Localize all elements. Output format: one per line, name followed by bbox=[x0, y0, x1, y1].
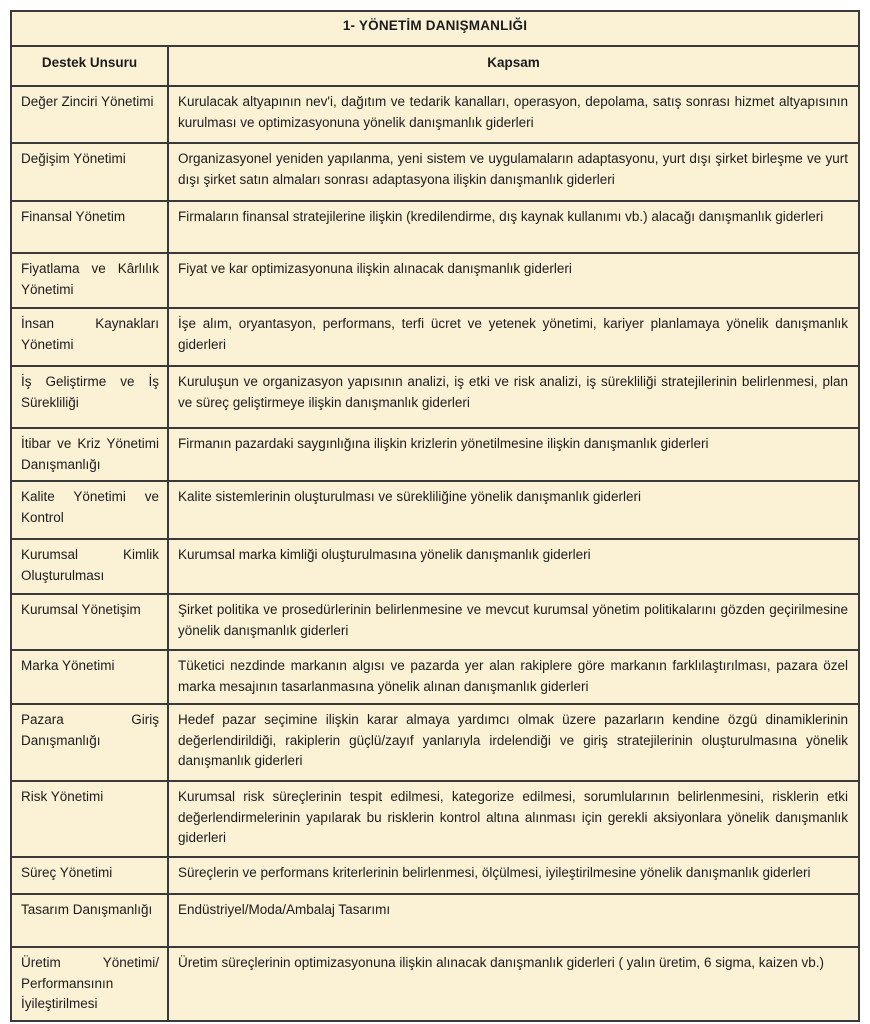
table-row bbox=[11, 857, 859, 894]
destek-unsuru-cell: Süreç Yönetimi bbox=[11, 857, 168, 894]
column-header-destek-unsuru: Destek Unsuru bbox=[11, 46, 168, 86]
kapsam-cell: Kurumsal risk süreçlerinin tespit edilmesi, kategorize edilmesi, sorumlularının belirlenmesini, risklerin etki değerlendirmelerinin yapılarak bu risklerin kontrol altına alınması için gerekli aksiyonlara yönelik danışmanlık giderleri bbox=[168, 781, 859, 857]
column-header-row bbox=[11, 46, 859, 86]
table-row bbox=[11, 947, 859, 1021]
destek-unsuru-cell: Kalite Yönetimi ve Kontrol bbox=[11, 481, 168, 539]
title-row bbox=[11, 11, 859, 46]
table-body bbox=[11, 86, 859, 1021]
destek-unsuru-cell: Risk Yönetimi bbox=[11, 781, 168, 857]
table-row bbox=[11, 704, 859, 781]
table-row bbox=[11, 481, 859, 539]
kapsam-cell: Kurulacak altyapının nev'i, dağıtım ve tedarik kanalları, operasyon, depolama, satış sonrası hizmet altyapısının kurulması ve optimizasyonuna yönelik danışmanlık giderleri bbox=[168, 86, 859, 143]
destek-unsuru-cell: Kurumsal Kimlik Oluşturulması bbox=[11, 539, 168, 594]
table-row bbox=[11, 781, 859, 857]
destek-unsuru-cell: Finansal Yönetim bbox=[11, 201, 168, 253]
destek-unsuru-cell: Değişim Yönetimi bbox=[11, 143, 168, 201]
kapsam-cell: Tüketici nezdinde markanın algısı ve pazarda yer alan rakiplere göre markanın farklılaştırılması, pazara özel marka mesajının tasarlanmasına yönelik alınan danışmanlık giderleri bbox=[168, 650, 859, 704]
table-row bbox=[11, 894, 859, 947]
table-row bbox=[11, 366, 859, 428]
table-row bbox=[11, 594, 859, 650]
support-elements-table bbox=[10, 10, 860, 1022]
table-title: 1- YÖNETİM DANIŞMANLIĞI bbox=[11, 11, 859, 46]
table-row bbox=[11, 253, 859, 308]
kapsam-cell: Kalite sistemlerinin oluşturulması ve sürekliliğine yönelik danışmanlık giderleri bbox=[168, 481, 859, 539]
table-row bbox=[11, 86, 859, 143]
destek-unsuru-cell: Tasarım Danışmanlığı bbox=[11, 894, 168, 947]
table-row bbox=[11, 201, 859, 253]
kapsam-cell: Fiyat ve kar optimizasyonuna ilişkin alınacak danışmanlık giderleri bbox=[168, 253, 859, 308]
destek-unsuru-cell: İnsan Kaynakları Yönetimi bbox=[11, 308, 168, 366]
kapsam-cell: Kuruluşun ve organizasyon yapısının analizi, iş etki ve risk analizi, iş sürekliliği stratejilerinin belirlenmesi, plan ve süreç geliştirmeye ilişkin danışmanlık giderleri bbox=[168, 366, 859, 428]
destek-unsuru-cell: Kurumsal Yönetişim bbox=[11, 594, 168, 650]
column-header-kapsam: Kapsam bbox=[168, 46, 859, 86]
kapsam-cell: Üretim süreçlerinin optimizasyonuna ilişkin alınacak danışmanlık giderleri ( yalın üretim, 6 sigma, kaizen vb.) bbox=[168, 947, 859, 1021]
kapsam-cell: Hedef pazar seçimine ilişkin karar almaya yardımcı olmak üzere pazarların kendine özgü dinamiklerinin değerlendirildiği, rakiplerin güçlü/zayıf yanlarıyla irdelendiği ve giriş stratejilerinin oluşturulmasına yönelik danışmanlık giderleri bbox=[168, 704, 859, 781]
destek-unsuru-cell: Fiyatlama ve Kârlılık Yönetimi bbox=[11, 253, 168, 308]
kapsam-cell: Firmaların finansal stratejilerine ilişkin (kredilendirme, dış kaynak kullanımı vb.) alacağı danışmanlık giderleri bbox=[168, 201, 859, 253]
kapsam-cell: Organizasyonel yeniden yapılanma, yeni sistem ve uygulamaların adaptasyonu, yurt dışı şirket birleşme ve yurt dışı şirket satın almaları sonrası adaptasyona ilişkin danışmanlık giderleri bbox=[168, 143, 859, 201]
kapsam-cell: Süreçlerin ve performans kriterlerinin belirlenmesi, ölçülmesi, iyileştirilmesine yönelik danışmanlık giderleri bbox=[168, 857, 859, 894]
destek-unsuru-cell: Üretim Yönetimi/ Performansının İyileştirilmesi bbox=[11, 947, 168, 1021]
table-row bbox=[11, 539, 859, 594]
destek-unsuru-cell: Değer Zinciri Yönetimi bbox=[11, 86, 168, 143]
table-row bbox=[11, 308, 859, 366]
kapsam-cell: Firmanın pazardaki saygınlığına ilişkin krizlerin yönetilmesine ilişkin danışmanlık giderleri bbox=[168, 428, 859, 481]
table-row bbox=[11, 143, 859, 201]
destek-unsuru-cell: Pazara Giriş Danışmanlığı bbox=[11, 704, 168, 781]
destek-unsuru-cell: İtibar ve Kriz Yönetimi Danışmanlığı bbox=[11, 428, 168, 481]
kapsam-cell: İşe alım, oryantasyon, performans, terfi ücret ve yetenek yönetimi, kariyer planlamaya yönelik danışmanlık giderleri bbox=[168, 308, 859, 366]
table-row bbox=[11, 650, 859, 704]
kapsam-cell: Endüstriyel/Moda/Ambalaj Tasarımı bbox=[168, 894, 859, 947]
kapsam-cell: Kurumsal marka kimliği oluşturulmasına yönelik danışmanlık giderleri bbox=[168, 539, 859, 594]
destek-unsuru-cell: İş Geliştirme ve İş Sürekliliği bbox=[11, 366, 168, 428]
kapsam-cell: Şirket politika ve prosedürlerinin belirlenmesine ve mevcut kurumsal yönetim politikalarını gözden geçirilmesine yönelik danışmanlık giderleri bbox=[168, 594, 859, 650]
table-row bbox=[11, 428, 859, 481]
destek-unsuru-cell: Marka Yönetimi bbox=[11, 650, 168, 704]
